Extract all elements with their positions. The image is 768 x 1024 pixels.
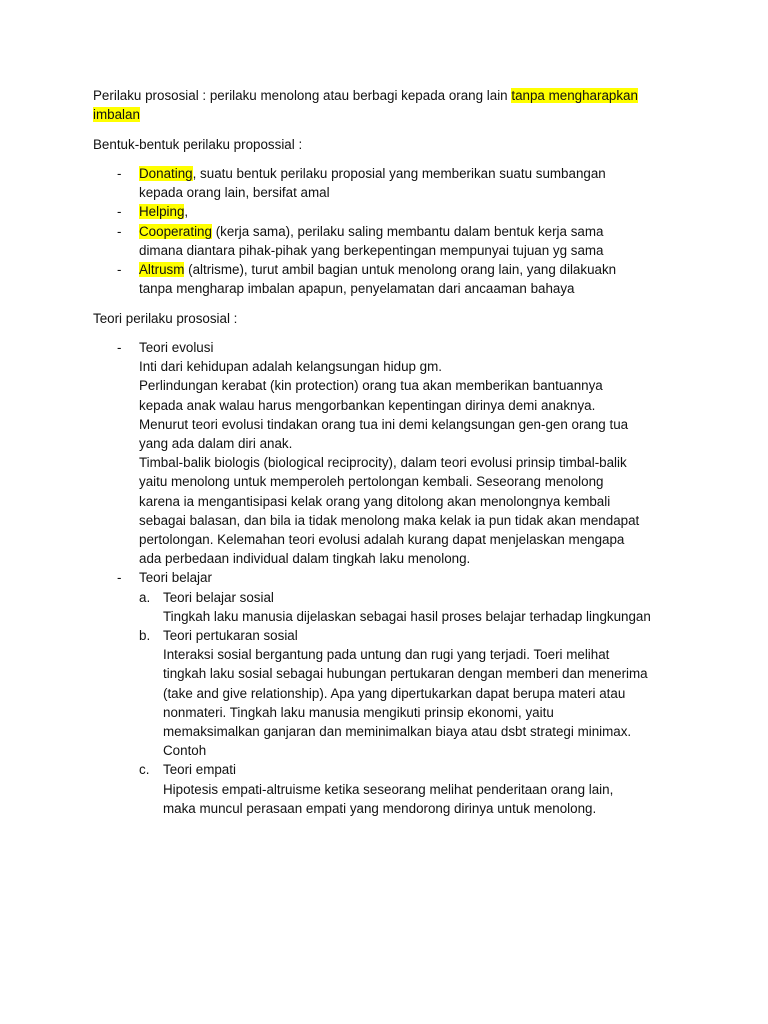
intro-lead: Perilaku prososial : perilaku menolong atau berbagi kepada orang lain [93, 88, 512, 103]
evolusi-line: sebagai balasan, dan bila ia tidak menolong maka kelak ia pun tidak akan mendapat [139, 512, 640, 528]
list-marker: - [117, 340, 122, 355]
list-item [93, 222, 683, 260]
sublist-marker: b. [139, 628, 151, 644]
list-item [93, 260, 683, 298]
item-text: , suatu bentuk perilaku proposial yang memberikan suatu sumbangan [192, 166, 606, 181]
evolusi-line: Timbal-balik biologis (biological reciprocity), dalam teori evolusi prinsip timbal-balik [139, 455, 627, 471]
term-cooperating: Cooperating [139, 223, 212, 239]
item-text: , [184, 204, 189, 220]
sublist-item [139, 588, 683, 626]
list-item [93, 202, 683, 221]
sub-line: memaksimalkan ganjaran dan meminimalkan biaya atau dsbt strategi minimax. [163, 724, 632, 740]
evolusi-line: Menurut teori evolusi tindakan orang tua ini demi kelangsungan gen-gen orang tua [139, 416, 629, 432]
evolusi-line: yaitu menolong untuk memperoleh pertolongan kembali. Seseorang menolong [139, 474, 604, 490]
sub-line: Tingkah laku manusia dijelaskan sebagai hasil proses belajar terhadap lingkungan [163, 608, 651, 624]
term-altrusm: Altrusm [139, 262, 185, 278]
evolusi-line: karena ia mengantisipasi kelak orang yang ditolong akan menolongnya kembali [139, 493, 611, 509]
sub-line: Hipotesis empati-altruisme ketika seseorang melihat penderitaan orang lain, [163, 781, 614, 797]
evolusi-line: yang ada dalam diri anak. [139, 436, 293, 452]
sub-line: maka muncul perasaan empati yang mendorong dirinya untuk menolong. [163, 800, 597, 816]
list-marker: - [117, 204, 122, 220]
sublist-item [139, 760, 683, 818]
sub-title: Teori empati [163, 762, 236, 778]
term-donating: Donating [139, 166, 193, 181]
evolusi-line: kepada anak walau harus mengorbankan kepentingan dirinya demi anaknya. [139, 397, 596, 413]
list-marker: - [117, 570, 122, 586]
teori-evolusi-item [93, 338, 683, 568]
item-text: dimana diantara pihak-pihak yang berkepentingan mempunyai tujuan yg sama [139, 242, 604, 258]
teori-evolusi-title: Teori evolusi [139, 340, 214, 355]
item-text: (altrisme), turut ambil bagian untuk menolong orang lain, yang dilakuakn [184, 262, 617, 278]
sublist-marker: c. [139, 762, 150, 778]
item-text: kepada orang lain, bersifat amal [139, 185, 330, 201]
sublist-item [139, 626, 683, 760]
list-marker: - [117, 262, 122, 278]
list-marker: - [117, 166, 122, 181]
bentuk-list [93, 164, 683, 298]
item-text: tanpa mengharap imbalan apapun, penyelamatan dari ancaaman bahaya [139, 281, 575, 297]
teori-list [93, 338, 683, 818]
bentuk-heading: Bentuk-bentuk perilaku propossial : [93, 137, 303, 152]
sub-line: nonmateri. Tingkah laku manusia mengikuti prinsip ekonomi, yaitu [163, 704, 554, 720]
evolusi-line: Perlindungan kerabat (kin protection) orang tua akan memberikan bantuannya [139, 378, 603, 394]
intro-paragraph [93, 86, 683, 124]
sublist-marker: a. [139, 589, 151, 605]
sub-line: (take and give relationship). Apa yang dipertukarkan dapat berupa materi atau [163, 685, 626, 701]
sub-line: Contoh [163, 743, 207, 759]
evolusi-line: Inti dari kehidupan adalah kelangsungan hidup gm. [139, 359, 443, 375]
sub-line: tingkah laku sosial sebagai hubungan pertukaran dengan memberi dan menerima [163, 666, 648, 682]
sub-line: Interaksi sosial bergantung pada untung dan rugi yang terjadi. Toeri melihat [163, 647, 610, 663]
teori-belajar-item [93, 568, 683, 818]
teori-belajar-title: Teori belajar [139, 570, 212, 586]
intro-highlight: tanpa mengharapkan imbalan [93, 88, 638, 123]
sub-title: Teori belajar sosial [163, 589, 274, 605]
item-text: (kerja sama), perilaku saling membantu dalam bentuk kerja sama [211, 223, 604, 239]
list-item [93, 164, 683, 202]
belajar-sublist [139, 588, 683, 818]
term-helping: Helping [139, 204, 185, 220]
evolusi-line: pertolongan. Kelemahan teori evolusi adalah kurang dapat menjelaskan mengapa [139, 532, 625, 548]
teori-heading: Teori perilaku prososial : [93, 311, 238, 326]
evolusi-line: ada perbedaan individual dalam tingkah laku menolong. [139, 551, 471, 567]
list-marker: - [117, 223, 122, 239]
sub-title: Teori pertukaran sosial [163, 628, 298, 644]
